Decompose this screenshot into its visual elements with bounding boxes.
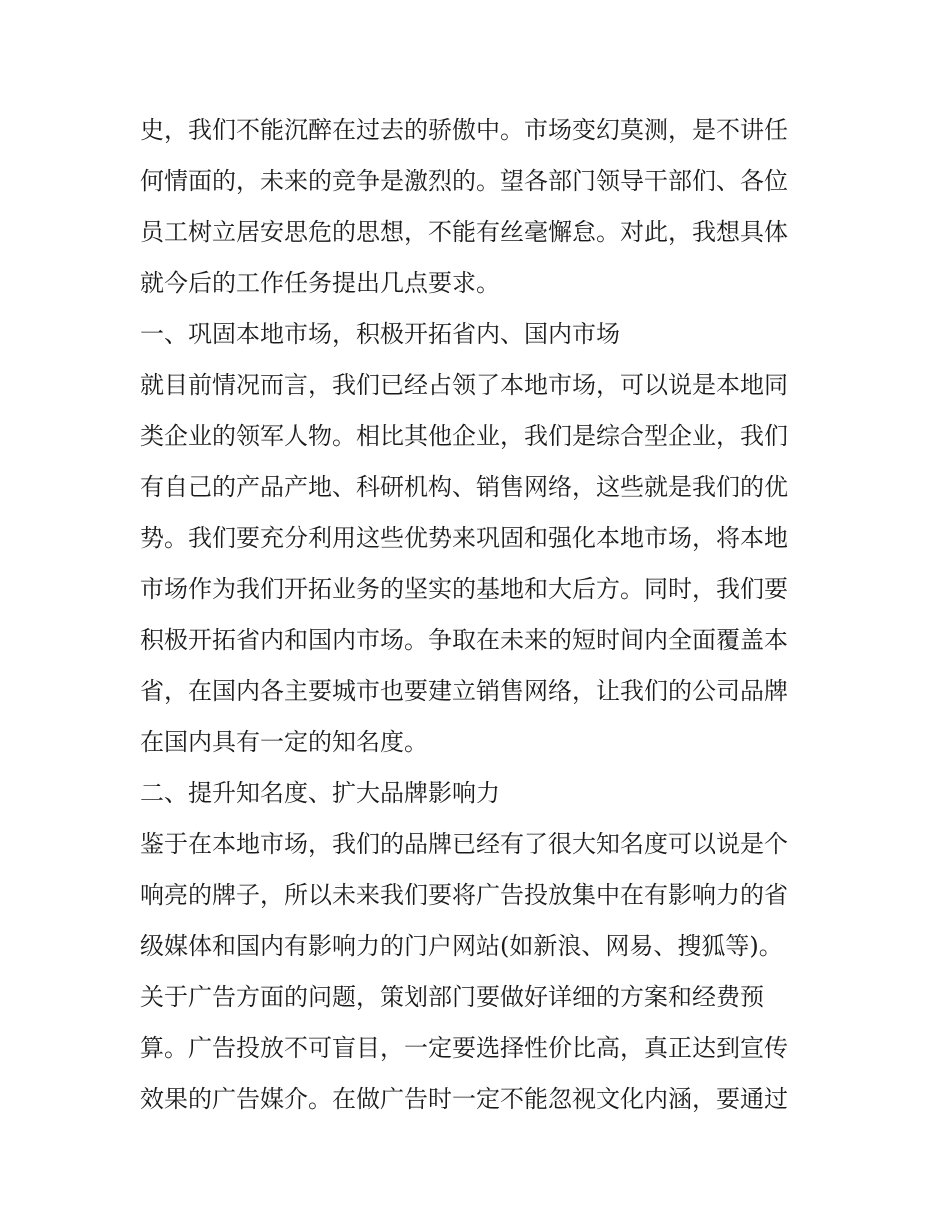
text-line: 类企业的领军人物。相比其他企业，我们是综合型企业，我们	[140, 422, 788, 450]
text-line: 响亮的牌子，所以未来我们要将广告投放集中在有影响力的省	[140, 881, 788, 909]
text-line: 员工树立居安思危的思想，不能有丝毫懈怠。对此，我想具体	[140, 218, 788, 246]
text-line: 级媒体和国内有影响力的门户网站(如新浪、网易、搜狐等)。	[140, 932, 783, 960]
text-line: 市场作为我们开拓业务的坚实的基地和大后方。同时，我们要	[140, 575, 788, 603]
text-line: 有自己的产品产地、科研机构、销售网络，这些就是我们的优	[140, 473, 788, 501]
text-line: 省，在国内各主要城市也要建立销售网络，让我们的公司品牌	[140, 677, 788, 705]
text-line: 史，我们不能沉醉在过去的骄傲中。市场变幻莫测，是不讲任	[140, 116, 788, 144]
section-heading-1: 一、巩固本地市场，积极开拓省内、国内市场	[140, 320, 620, 348]
text-line: 关于广告方面的问题，策划部门要做好详细的方案和经费预	[140, 983, 764, 1011]
text-line: 算。广告投放不可盲目，一定要选择性价比高，真正达到宣传	[140, 1034, 788, 1062]
text-line: 势。我们要充分利用这些优势来巩固和强化本地市场，将本地	[140, 524, 788, 552]
text-line: 就目前情况而言，我们已经占领了本地市场，可以说是本地同	[140, 371, 788, 399]
text-line: 效果的广告媒介。在做广告时一定不能忽视文化内涵，要通过	[140, 1085, 788, 1113]
section-heading-2: 二、提升知名度、扩大品牌影响力	[140, 779, 500, 807]
text-line: 何情面的，未来的竞争是激烈的。望各部门领导干部们、各位	[140, 167, 788, 195]
text-line: 在国内具有一定的知名度。	[140, 728, 428, 756]
text-line: 积极开拓省内和国内市场。争取在未来的短时间内全面覆盖本	[140, 626, 788, 654]
text-line: 鉴于在本地市场，我们的品牌已经有了很大知名度可以说是个	[140, 830, 788, 858]
document-body	[140, 105, 820, 1125]
text-line: 就今后的工作任务提出几点要求。	[140, 269, 500, 297]
